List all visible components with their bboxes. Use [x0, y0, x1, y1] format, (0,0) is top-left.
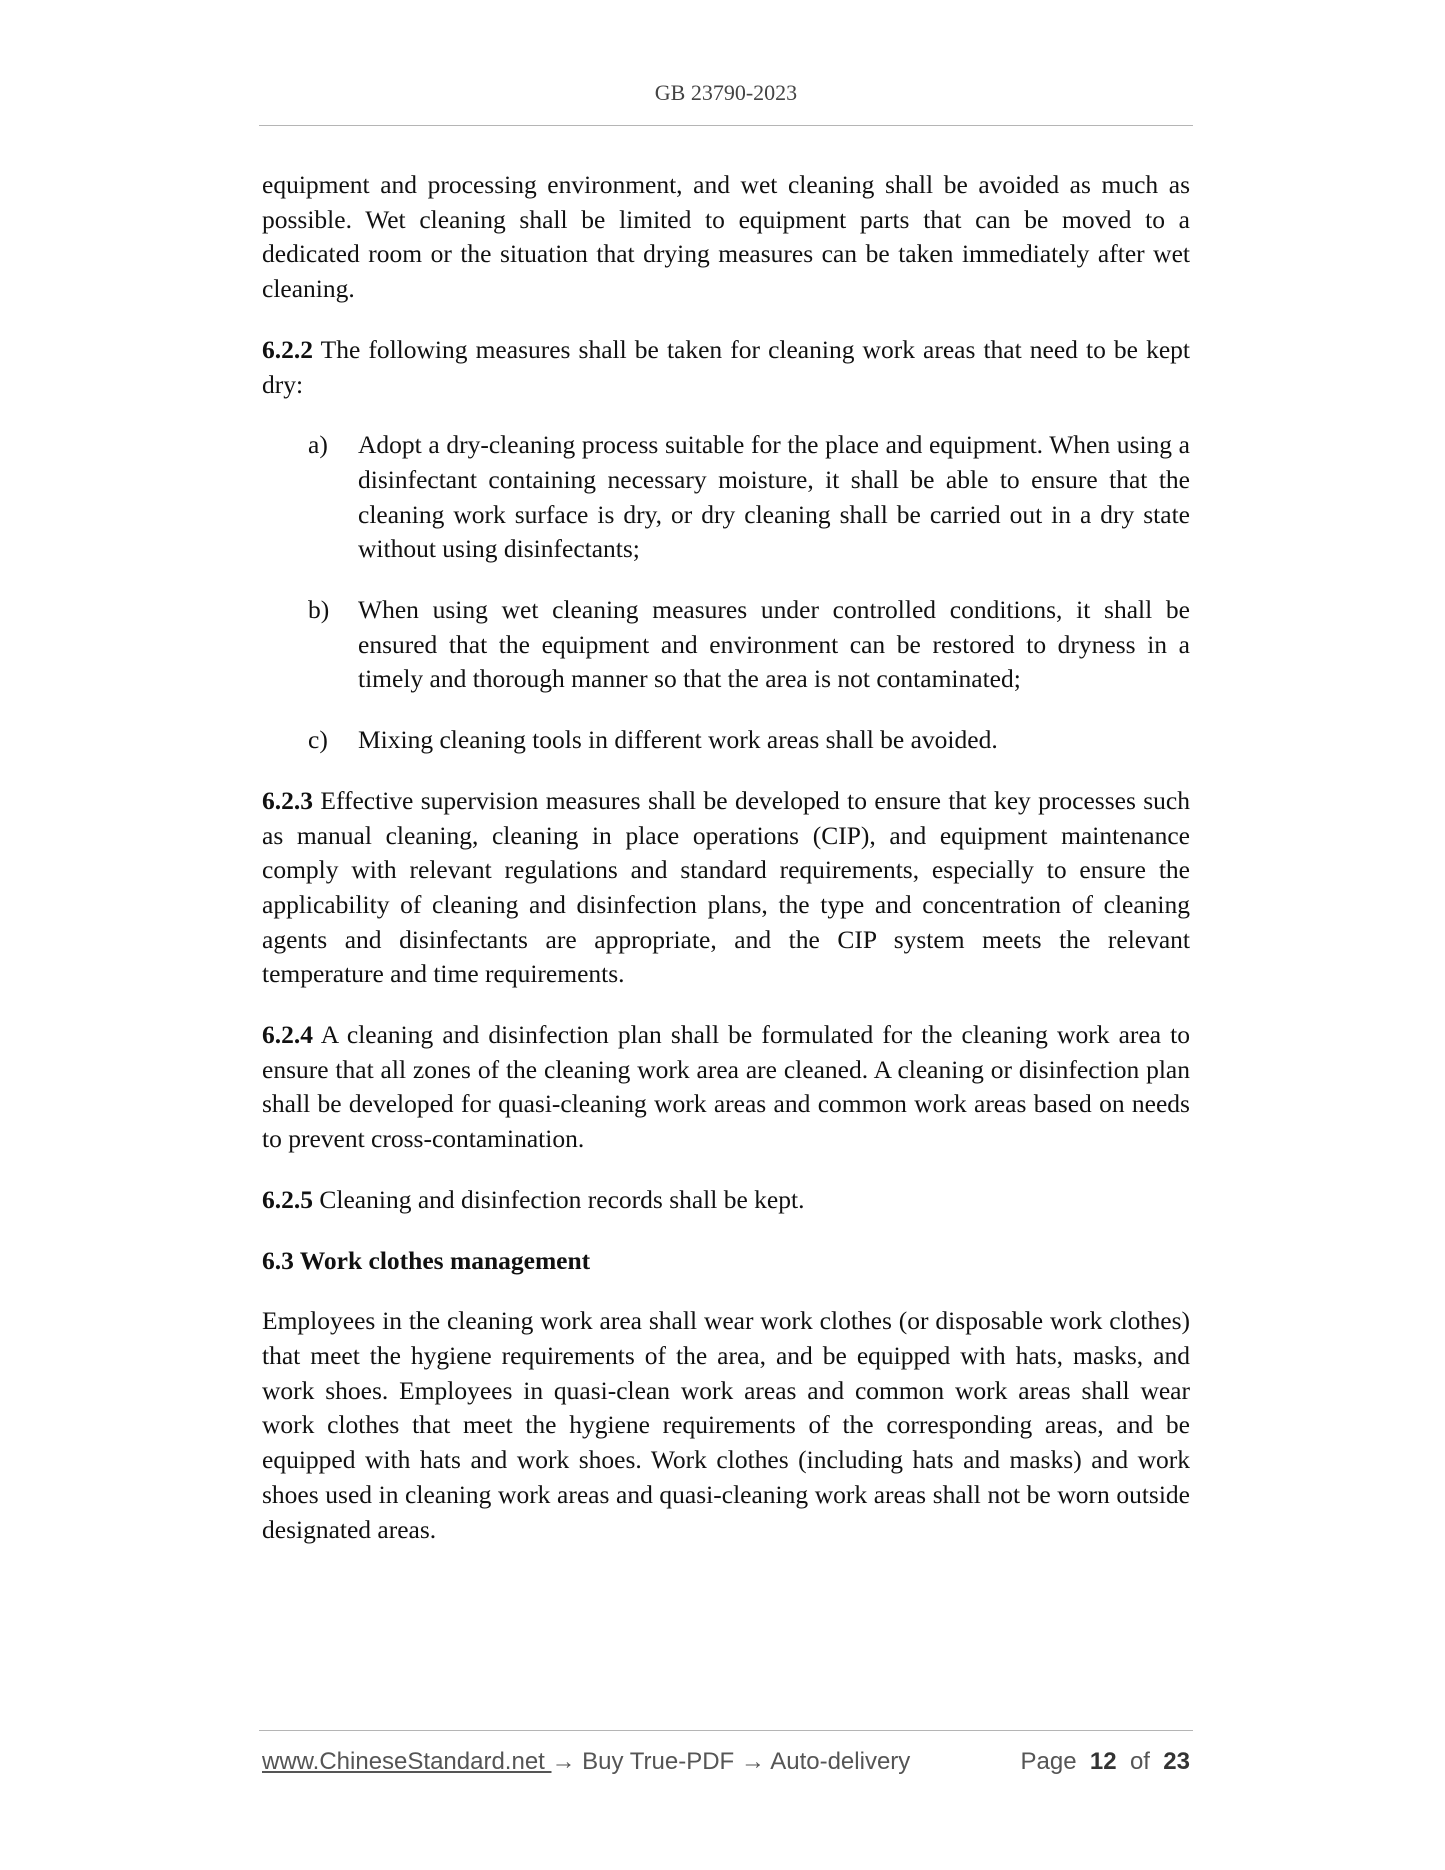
clause-6-2-2 — [262, 333, 1190, 402]
document-body — [262, 168, 1190, 1573]
list-marker: a) — [308, 430, 328, 460]
list-item — [262, 723, 1190, 758]
header-divider — [259, 125, 1193, 126]
list-marker: c) — [308, 725, 328, 755]
arrow-right-icon: → — [740, 1748, 765, 1775]
total-pages-number: 23 — [1163, 1748, 1190, 1775]
clause-6-2-4 — [262, 1018, 1190, 1157]
clause-number: 6.2.5 — [262, 1184, 313, 1214]
website-link[interactable]: www.ChineseStandard.net — [262, 1748, 552, 1775]
page-header: GB 23790-2023 — [654, 80, 798, 105]
page-footer — [262, 1748, 1190, 1778]
footer-left — [262, 1748, 910, 1776]
buy-pdf-text: Buy True-PDF — [575, 1748, 741, 1775]
current-page-number: 12 — [1089, 1748, 1117, 1775]
clause-number: 6.2.3 — [262, 785, 313, 815]
section-heading-6-3: 6.3 Work clothes management — [262, 1245, 591, 1275]
page-counter — [1020, 1748, 1190, 1776]
clause-6-2-2-list — [262, 428, 1190, 758]
list-item-text: Adopt a dry-cleaning process suitable for the place and equipment. When using a disinfectant containing necessary moisture, it shall be able to ensure that the cleaning work surface is dry, or dry cleaning shall be carried out in a dry state without using disinfectants; — [358, 430, 1190, 564]
clause-text: A cleaning and disinfection plan shall be formulated for the cleaning work area to ensure that all zones of the cleaning work area are cleaned. A cleaning or disinfection plan shall be developed for quasi-cleaning work areas and common work areas based on needs to prevent cross-contamination. — [262, 1020, 1191, 1154]
list-item-text: Mixing cleaning tools in different work areas shall be avoided. — [358, 725, 998, 755]
clause-text: Cleaning and disinfection records shall be kept. — [319, 1184, 805, 1214]
list-item — [262, 593, 1190, 697]
list-marker: b) — [308, 595, 330, 625]
of-label: of — [1129, 1748, 1150, 1775]
clause-number: 6.2.4 — [262, 1020, 313, 1050]
page-label: Page — [1020, 1748, 1077, 1775]
arrow-right-icon: → — [551, 1748, 576, 1775]
section-6-3-paragraph: Employees in the cleaning work area shall wear work clothes (or disposable work clothes) that meet the hygiene requirements of the area, and be equipped with hats, masks, and work shoes. Employees in quasi-clean work areas and common work areas shall wear work clothes that meet the hygiene requirements of the corresponding areas, and be equipped with hats and work shoes. Work clothes (including hats and masks) and work shoes used in cleaning work areas and quasi-cleaning work areas shall not be worn outside designated areas. — [262, 1306, 1190, 1544]
intro-paragraph: equipment and processing environment, and wet cleaning shall be avoided as much as possible. Wet cleaning shall be limited to equipment parts that can be moved to a dedicated room or the situation that drying measures can be taken immediately after wet cleaning. — [262, 170, 1190, 304]
clause-text: Effective supervision measures shall be developed to ensure that key processes such as manual cleaning, cleaning in place operations (CIP), and equipment maintenance comply with relevant regulations and standard requirements, especially to ensure the applicability of cleaning and disinfection plans, the type and concentration of cleaning agents and disinfectants are appropriate, and the CIP system meets the relevant temperature and time requirements. — [262, 785, 1190, 989]
list-item — [262, 428, 1190, 567]
clause-text: The following measures shall be taken for cleaning work areas that need to be kept dry: — [262, 334, 1190, 399]
footer-divider — [259, 1730, 1193, 1731]
auto-delivery-text: Auto-delivery — [764, 1748, 911, 1775]
list-item-text: When using wet cleaning measures under controlled conditions, it shall be ensured that the equipment and environment can be restored to dryness in a timely and thorough manner so that the area is not contaminated; — [358, 595, 1190, 694]
clause-number: 6.2.2 — [262, 334, 313, 364]
clause-6-2-5 — [262, 1183, 1190, 1218]
clause-6-2-3 — [262, 784, 1190, 992]
